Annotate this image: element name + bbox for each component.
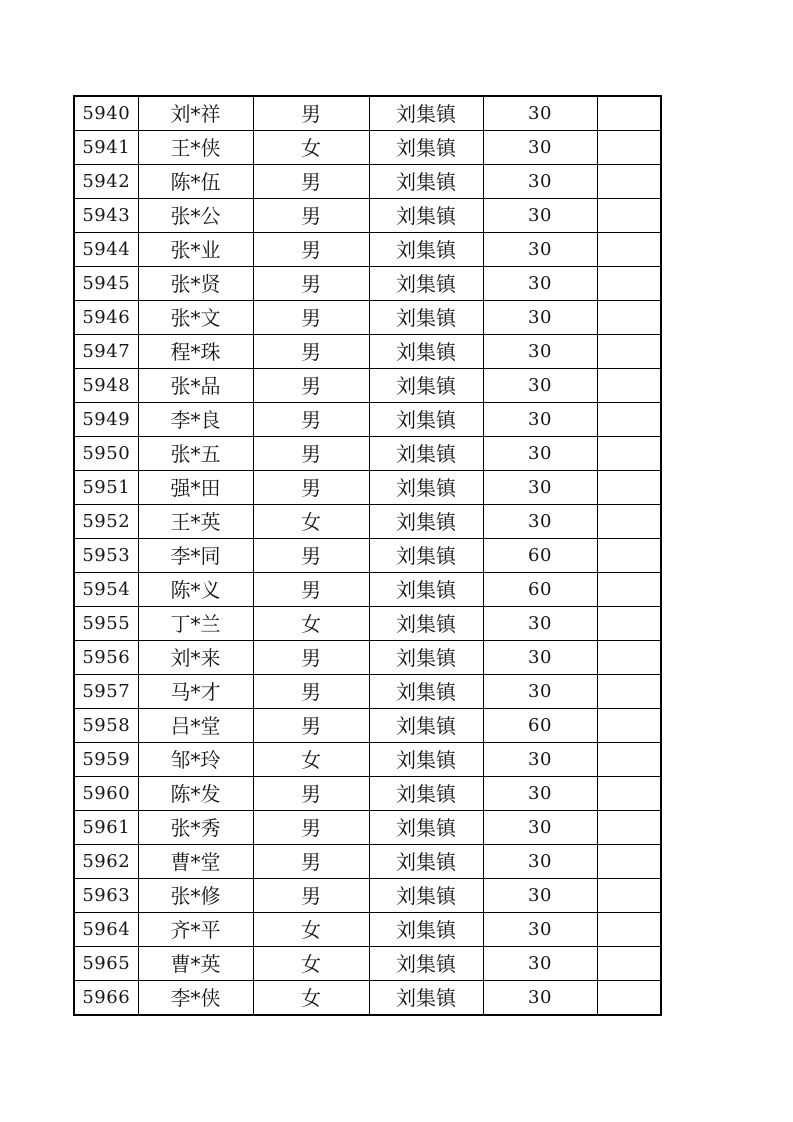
table-row [74,199,661,233]
cell-gender: 男 [253,96,369,131]
cell-id: 5949 [74,403,138,437]
cell-town: 刘集镇 [369,471,483,505]
table-row [74,675,661,709]
cell-blank [597,981,661,1016]
cell-name: 王*侠 [138,131,253,165]
cell-id: 5942 [74,165,138,199]
table-row [74,437,661,471]
cell-id: 5946 [74,301,138,335]
cell-name: 李*侠 [138,981,253,1016]
cell-blank [597,845,661,879]
cell-blank [597,709,661,743]
cell-blank [597,301,661,335]
cell-town: 刘集镇 [369,131,483,165]
cell-town: 刘集镇 [369,709,483,743]
cell-amount: 60 [483,573,597,607]
cell-town: 刘集镇 [369,403,483,437]
table-row [74,641,661,675]
cell-amount: 60 [483,709,597,743]
table-row [74,505,661,539]
cell-amount: 30 [483,369,597,403]
cell-amount: 30 [483,641,597,675]
cell-amount: 30 [483,267,597,301]
cell-town: 刘集镇 [369,369,483,403]
cell-name: 张*修 [138,879,253,913]
roster-table-body [74,96,661,1015]
cell-blank [597,471,661,505]
table-row [74,879,661,913]
cell-blank [597,879,661,913]
table-row [74,96,661,131]
table-row [74,233,661,267]
cell-town: 刘集镇 [369,437,483,471]
cell-gender: 男 [253,437,369,471]
cell-gender: 女 [253,743,369,777]
cell-gender: 男 [253,811,369,845]
cell-gender: 男 [253,845,369,879]
cell-id: 5957 [74,675,138,709]
table-row [74,947,661,981]
cell-town: 刘集镇 [369,335,483,369]
cell-blank [597,369,661,403]
cell-amount: 30 [483,131,597,165]
table-row [74,301,661,335]
cell-gender: 男 [253,641,369,675]
table-row [74,369,661,403]
cell-id: 5959 [74,743,138,777]
cell-amount: 30 [483,947,597,981]
cell-gender: 男 [253,539,369,573]
cell-amount: 30 [483,165,597,199]
cell-id: 5945 [74,267,138,301]
cell-id: 5950 [74,437,138,471]
cell-blank [597,267,661,301]
cell-name: 王*英 [138,505,253,539]
cell-gender: 男 [253,301,369,335]
cell-name: 陈*伍 [138,165,253,199]
table-row [74,743,661,777]
cell-blank [597,811,661,845]
cell-gender: 女 [253,981,369,1016]
cell-amount: 60 [483,539,597,573]
table-row [74,845,661,879]
cell-amount: 30 [483,811,597,845]
cell-amount: 30 [483,505,597,539]
cell-amount: 30 [483,879,597,913]
cell-blank [597,403,661,437]
cell-name: 曹*堂 [138,845,253,879]
cell-id: 5965 [74,947,138,981]
cell-name: 刘*来 [138,641,253,675]
table-row [74,267,661,301]
cell-id: 5951 [74,471,138,505]
cell-name: 张*贤 [138,267,253,301]
cell-blank [597,199,661,233]
cell-name: 李*良 [138,403,253,437]
cell-town: 刘集镇 [369,267,483,301]
cell-id: 5947 [74,335,138,369]
cell-amount: 30 [483,607,597,641]
cell-blank [597,335,661,369]
table-row [74,403,661,437]
cell-gender: 男 [253,403,369,437]
cell-town: 刘集镇 [369,879,483,913]
cell-gender: 男 [253,267,369,301]
cell-amount: 30 [483,437,597,471]
cell-gender: 女 [253,131,369,165]
cell-town: 刘集镇 [369,845,483,879]
cell-id: 5961 [74,811,138,845]
cell-town: 刘集镇 [369,947,483,981]
cell-town: 刘集镇 [369,811,483,845]
cell-blank [597,539,661,573]
cell-blank [597,96,661,131]
cell-blank [597,437,661,471]
cell-gender: 男 [253,675,369,709]
cell-amount: 30 [483,777,597,811]
cell-name: 吕*堂 [138,709,253,743]
cell-amount: 30 [483,96,597,131]
cell-blank [597,641,661,675]
cell-name: 刘*祥 [138,96,253,131]
cell-gender: 男 [253,335,369,369]
cell-amount: 30 [483,743,597,777]
table-row [74,811,661,845]
cell-blank [597,131,661,165]
cell-id: 5955 [74,607,138,641]
table-row [74,777,661,811]
cell-gender: 男 [253,471,369,505]
cell-gender: 男 [253,879,369,913]
table-row [74,335,661,369]
cell-id: 5956 [74,641,138,675]
cell-amount: 30 [483,233,597,267]
cell-id: 5962 [74,845,138,879]
cell-town: 刘集镇 [369,641,483,675]
cell-blank [597,913,661,947]
cell-blank [597,233,661,267]
cell-gender: 男 [253,369,369,403]
cell-gender: 女 [253,607,369,641]
cell-name: 邹*玲 [138,743,253,777]
cell-id: 5960 [74,777,138,811]
cell-town: 刘集镇 [369,539,483,573]
cell-id: 5948 [74,369,138,403]
cell-name: 齐*平 [138,913,253,947]
cell-blank [597,607,661,641]
cell-name: 马*才 [138,675,253,709]
cell-blank [597,573,661,607]
cell-name: 强*田 [138,471,253,505]
table-row [74,709,661,743]
cell-amount: 30 [483,301,597,335]
cell-id: 5964 [74,913,138,947]
table-row [74,131,661,165]
table-row [74,607,661,641]
cell-id: 5966 [74,981,138,1016]
cell-town: 刘集镇 [369,233,483,267]
cell-id: 5941 [74,131,138,165]
roster-table [73,95,662,1016]
cell-blank [597,505,661,539]
cell-town: 刘集镇 [369,675,483,709]
cell-gender: 男 [253,165,369,199]
cell-id: 5958 [74,709,138,743]
cell-id: 5954 [74,573,138,607]
cell-gender: 女 [253,913,369,947]
cell-id: 5952 [74,505,138,539]
cell-amount: 30 [483,981,597,1016]
cell-amount: 30 [483,335,597,369]
cell-amount: 30 [483,403,597,437]
cell-name: 陈*发 [138,777,253,811]
table-row [74,165,661,199]
cell-id: 5943 [74,199,138,233]
table-row [74,913,661,947]
cell-town: 刘集镇 [369,913,483,947]
cell-gender: 女 [253,947,369,981]
cell-id: 5940 [74,96,138,131]
cell-gender: 男 [253,777,369,811]
cell-amount: 30 [483,675,597,709]
cell-blank [597,777,661,811]
cell-amount: 30 [483,199,597,233]
cell-town: 刘集镇 [369,165,483,199]
cell-name: 丁*兰 [138,607,253,641]
cell-town: 刘集镇 [369,96,483,131]
cell-id: 5953 [74,539,138,573]
cell-town: 刘集镇 [369,573,483,607]
table-row [74,573,661,607]
cell-town: 刘集镇 [369,505,483,539]
cell-blank [597,743,661,777]
table-row [74,539,661,573]
cell-name: 张*秀 [138,811,253,845]
cell-gender: 女 [253,505,369,539]
cell-gender: 男 [253,709,369,743]
cell-name: 张*业 [138,233,253,267]
cell-id: 5944 [74,233,138,267]
cell-gender: 男 [253,573,369,607]
cell-name: 张*文 [138,301,253,335]
table-row [74,981,661,1016]
cell-amount: 30 [483,845,597,879]
table-row [74,471,661,505]
cell-town: 刘集镇 [369,777,483,811]
cell-town: 刘集镇 [369,981,483,1016]
cell-blank [597,947,661,981]
cell-name: 程*珠 [138,335,253,369]
cell-name: 张*五 [138,437,253,471]
cell-name: 李*同 [138,539,253,573]
cell-amount: 30 [483,913,597,947]
cell-town: 刘集镇 [369,199,483,233]
cell-name: 曹*英 [138,947,253,981]
cell-name: 张*公 [138,199,253,233]
cell-town: 刘集镇 [369,301,483,335]
cell-id: 5963 [74,879,138,913]
cell-name: 陈*义 [138,573,253,607]
cell-town: 刘集镇 [369,743,483,777]
cell-gender: 男 [253,233,369,267]
cell-town: 刘集镇 [369,607,483,641]
cell-name: 张*品 [138,369,253,403]
cell-gender: 男 [253,199,369,233]
cell-blank [597,165,661,199]
cell-blank [597,675,661,709]
cell-amount: 30 [483,471,597,505]
